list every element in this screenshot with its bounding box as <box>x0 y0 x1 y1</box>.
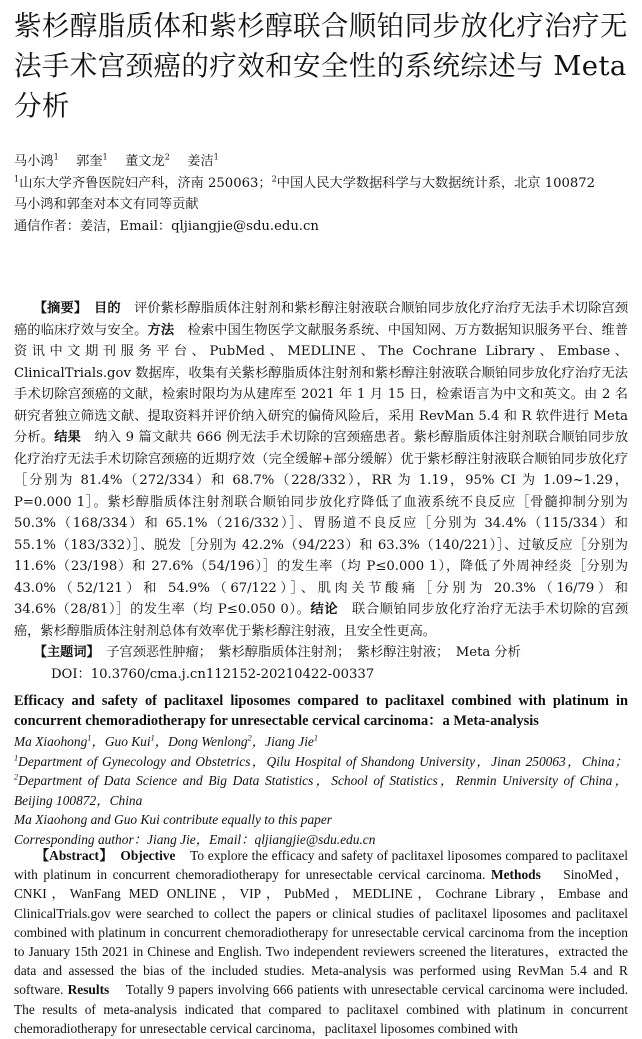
author-affiliation-mark: 1 <box>102 151 108 162</box>
author-list <box>14 151 630 173</box>
author-name: Ma Xiaohong <box>14 734 88 749</box>
doi: DOI：10.3760/cma.j.cn112152-20210422-00337 <box>50 666 375 682</box>
english-results-label: Results <box>67 982 110 998</box>
author-name: Dong Wenlong <box>168 734 248 749</box>
author-affiliation-mark: 1 <box>213 151 219 162</box>
conclusion-label: 结论 <box>310 602 339 617</box>
author-separator: ， <box>154 734 169 749</box>
author-affiliation-mark: 1 <box>53 151 59 162</box>
en-front-matter <box>14 732 628 849</box>
english-results-text: Totally 9 papers involving 666 patients with unresectable cervical carcinoma were included. The results of meta-analysis indicated that compared to paclitaxel combined with platinum in concurrent chemoradiotherapy for unresectable cervical carcinoma，paclitaxel liposomes combined with <box>14 982 628 1036</box>
keywords-text: 子宫颈恶性肿瘤； 紫杉醇脂质体注射剂； 紫杉醇注射液； Meta 分析 <box>106 645 521 660</box>
equal-contribution-note: 马小鸿和郭奎对本文有同等贡献 <box>14 197 199 212</box>
english-abstract-label: 【Abstract】 <box>35 848 114 863</box>
affiliation-1: 山东大学齐鲁医院妇产科，济南 250063； <box>19 175 272 191</box>
english-objective-text: To explore the efficacy and safety of paclitaxel liposomes compared to paclitaxel with platinum in concurrent chemoradiotherapy for unresectable cervical carcinoma. <box>14 848 628 883</box>
author-affiliation-mark: 1 <box>150 733 155 743</box>
conclusion-text: 联合顺铂同步放化疗治疗无法手术切除的宫颈癌，紫杉醇脂质体注射剂总体有效率优于紫杉醇注射液，且安全性更高。 <box>14 602 629 639</box>
affiliations <box>14 173 630 195</box>
affiliation-number: 1 <box>14 753 19 763</box>
affiliation-2: 中国人民大学数据科学与大数据统计系，北京 100872 <box>276 175 596 191</box>
english-corresponding-author: Corresponding author：Jiang Jie，Email：qljiangjie@sdu.edu.cn <box>14 831 376 847</box>
results-label: 结果 <box>54 430 82 445</box>
author-affiliation-mark: 1 <box>313 733 319 743</box>
english-affiliations <box>14 752 628 811</box>
author-name: 马小鸿 <box>14 154 54 169</box>
author-affiliation-mark: 2 <box>164 151 170 162</box>
english-methods-text: SinoMed，CNKI，WanFang MED ONLINE，VIP，PubMed，MEDLINE，Cochrane Library，Embase and ClinicalTrials.gov were searched to collect the papers or clinical studies of paclitaxel liposomes and paclitaxel combined with platinum in concurrent chemoradiotherapy for unresectable cervical carcinoma from the inception to January 15th 2021 in Chinese and English. Two independent reviewers screened the literatures，extracted the data and assessed the bias of the included studies. Meta-analysis was performed using RevMan 5.4 and R software. <box>14 867 629 998</box>
methods-label: 方法 <box>147 322 175 338</box>
author-name: 郭奎 <box>76 154 103 169</box>
objective-text: 评价紫杉醇脂质体注射剂和紫杉醇注射液联合顺铂同步放化疗治疗无法手术切除宫颈癌的临床疗效与安全。 <box>14 301 629 338</box>
article-title: 紫杉醇脂质体和紫杉醇联合顺铂同步放化疗治疗无法手术宫颈癌的疗效和安全性的系统综述与 Meta 分析 <box>14 10 628 122</box>
english-title: Efficacy and safety of paclitaxel liposomes compared to paclitaxel combined with platinum in concurrent chemoradiotherapy for unresectable cervical carcinoma：a Meta-analysis <box>14 693 628 729</box>
affiliation-2: Department of Data Science and Big Data Statistics，School of Statistics，Renmin University of China，Beijing 100872，China <box>14 773 628 808</box>
author-separator: ， <box>91 734 105 749</box>
english-objective-label: Objective <box>120 848 176 863</box>
keywords <box>14 642 628 664</box>
corresponding-author: 通信作者：姜洁，Email：qljiangjie@sdu.edu.cn <box>14 218 319 234</box>
english-methods-label: Methods <box>490 867 541 883</box>
results-text: 纳入 9 篇文献共 666 例无法手术切除的宫颈癌患者。紫杉醇脂质体注射剂联合顺铂同步放化疗治疗无法手术切除宫颈癌的近期疗效（完全缓解+部分缓解）优于紫杉醇注射液联合顺铂同步放化疗［分别为 81.4%（272/334）和 68.7%（228/332），RR 为 1.19，95% CI 为 1.09~1.29，P=0.000 1］。紫杉醇脂质体注射剂联合顺铂同步放化疗降低了血液系统不良反应［骨髓抑制分别为 50.3%（168/334）和 65.1%（216/332）］、胃肠道不良反应［分别为 34.4%（115/334）和 55.1%（183/332）］、脱发［分别为 42.2%（94/223）和 63.3%（140/221）］、过敏反应［分别为 11.6%（23/198）和 27.6%（54/196）］的发生率（均 P≤0.000 1），降低了外周神经炎［分别为 43.0%（52/121）和 54.9%（67/122）］、肌肉关节酸痛［分别为 20.3%（16/79）和 34.6%（28/81）］的发生率（均 P≤0.050 0）。 <box>14 430 629 617</box>
author-name: 董文龙 <box>125 154 165 169</box>
en-abstract-body <box>14 846 628 1038</box>
english-equal-contribution-note: Ma Xiaohong and Guo Kui contribute equally to this paper <box>14 812 333 827</box>
keywords-label: 【主题词】 <box>33 645 94 660</box>
methods-text: 检索中国生物医学文献服务系统、中国知网、万方数据知识服务平台、维普资讯中文期刊服务平台、PubMed、MEDLINE、The Cochrane Library、Embase、ClinicalTrials.gov 数据库，收集有关紫杉醇脂质体注射剂和紫杉醇注射液联合顺铂同步放化疗治疗无法手术切除宫颈癌的文献，检索时限均为从建库至 2021 年 1 月 15 日，检索语言为中文和英文。由 2 名研究者独立筛选文献、提取资料并评价纳入研究的偏倚风险后，采用 RevMan 5.4 和 R 软件进行 Meta 分析。 <box>14 322 629 445</box>
affiliation-number: 2 <box>271 173 277 184</box>
author-separator: ， <box>251 734 266 749</box>
cn-abstract-body <box>14 298 628 642</box>
author-affiliation-mark: 2 <box>247 733 252 743</box>
cn-abstract <box>14 298 628 685</box>
author-name: 姜洁 <box>187 154 214 169</box>
author-name: Jiang Jie <box>265 734 314 749</box>
cn-front-matter <box>14 151 630 237</box>
en-abstract <box>14 846 628 1038</box>
abstract-label: 【摘要】 <box>33 301 81 316</box>
affiliation-1: Department of Gynecology and Obstetrics，Qilu Hospital of Shandong University，Jinan 250063，China； <box>18 753 628 769</box>
affiliation-number: 1 <box>14 173 20 184</box>
english-author-list <box>14 732 628 752</box>
objective-label: 目的 <box>93 301 121 316</box>
affiliation-number: 2 <box>14 772 19 782</box>
author-affiliation-mark: 1 <box>87 733 92 743</box>
author-name: Guo Kui <box>104 734 151 749</box>
